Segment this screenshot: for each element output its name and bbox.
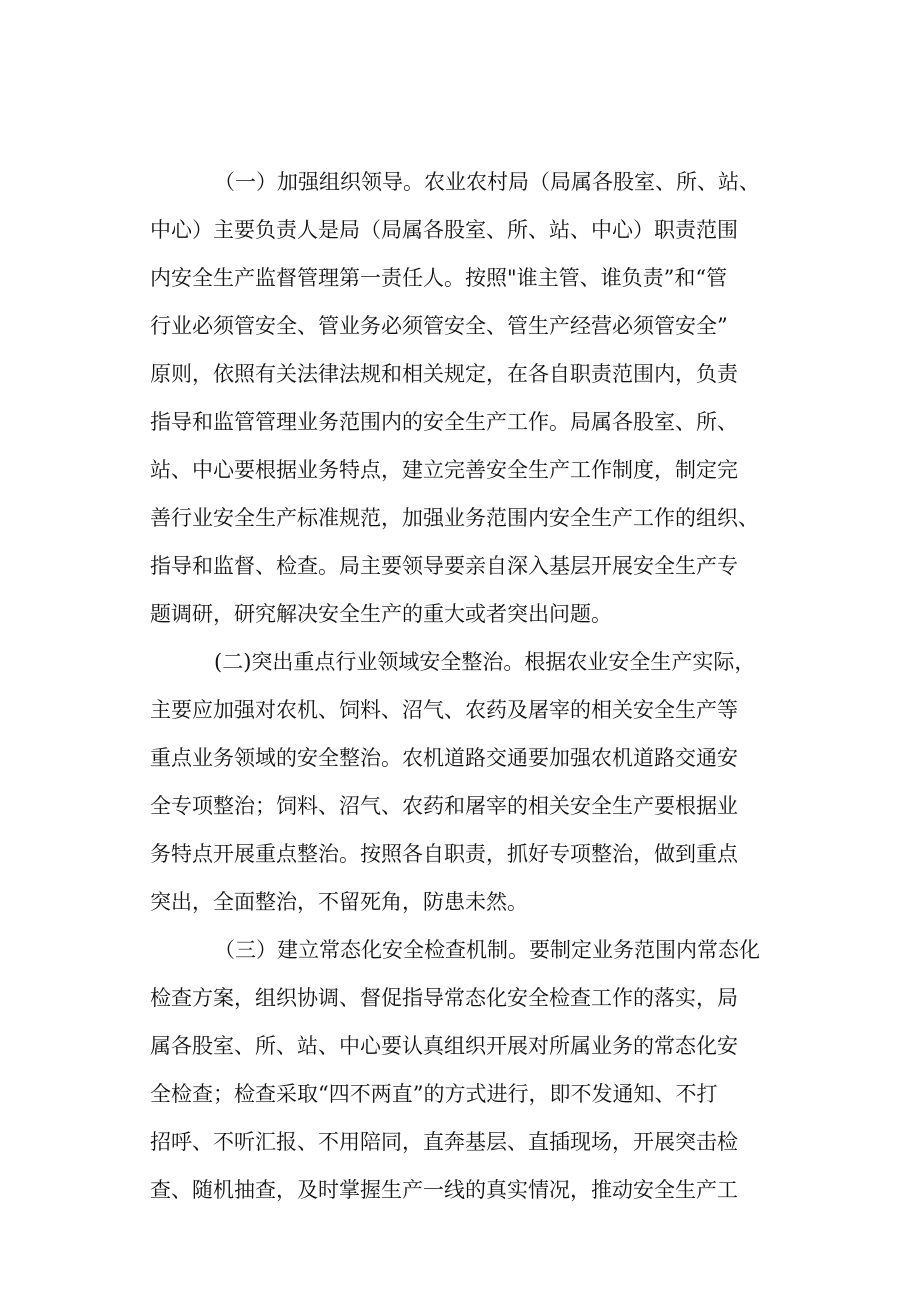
- paragraph-line: 招呼、不听汇报、不用陪同，直奔基层、直插现场，开展突击检: [150, 1130, 738, 1154]
- paragraph-routine-inspection: [150, 926, 830, 1214]
- paragraph-line: （三）建立常态化安全检查机制。要制定业务范围内常态化: [214, 938, 760, 962]
- paragraph-line: 突出，全面整治，不留死角，防患未然。: [150, 890, 528, 914]
- paragraph-line: 指导和监管管理业务范围内的安全生产工作。局属各股室、所、: [150, 410, 738, 434]
- paragraph-line: 行业必须管安全、管业务必须管安全、管生产经营必须管安全”: [150, 314, 728, 338]
- paragraph-line: 检查方案，组织协调、督促指导常态化安全检查工作的落实，局: [150, 986, 738, 1010]
- paragraph-line: 全检查；检查采取“四不两直”的方式进行，即不发通知、不打: [150, 1082, 718, 1106]
- paragraph-line: 重点业务领域的安全整治。农机道路交通要加强农机道路交通安: [150, 746, 738, 770]
- paragraph-line: 内安全生产监督管理第一责任人。按照"谁主管、谁负责”和“管: [150, 266, 728, 290]
- paragraph-line: (二)突出重点行业领域安全整治。根据农业安全生产实际，: [214, 650, 756, 674]
- paragraph-line: 主要应加强对农机、饲料、沼气、农药及屠宰的相关安全生产等: [150, 698, 738, 722]
- paragraph-line: 全专项整治；饲料、沼气、农药和屠宰的相关安全生产要根据业: [150, 794, 738, 818]
- paragraph-line: 善行业安全生产标准规范，加强业务范围内安全生产工作的组织、: [150, 506, 759, 530]
- paragraph-line: 中心）主要负责人是局（局属各股室、所、站、中心）职责范围: [150, 218, 738, 242]
- paragraph-line: 属各股室、所、站、中心要认真组织开展对所属业务的常态化安: [150, 1034, 738, 1058]
- paragraph-line: 务特点开展重点整治。按照各自职责，抓好专项整治，做到重点: [150, 842, 738, 866]
- document-body: [150, 158, 830, 1214]
- paragraph-organization-leadership: [150, 158, 830, 638]
- paragraph-line: 原则，依照有关法律法规和相关规定，在各自职责范围内，负责: [150, 362, 738, 386]
- paragraph-key-industry-rectification: [150, 638, 830, 926]
- paragraph-line: 查、随机抽查，及时掌握生产一线的真实情况，推动安全生产工: [150, 1178, 738, 1202]
- paragraph-line: （一）加强组织领导。农业农村局（局属各股室、所、站、: [214, 170, 760, 194]
- paragraph-line: 站、中心要根据业务特点，建立完善安全生产工作制度，制定完: [150, 458, 738, 482]
- paragraph-line: 指导和监督、检查。局主要领导要亲自深入基层开展安全生产专: [150, 554, 738, 578]
- paragraph-line: 题调研，研究解决安全生产的重大或者突出问题。: [150, 602, 612, 626]
